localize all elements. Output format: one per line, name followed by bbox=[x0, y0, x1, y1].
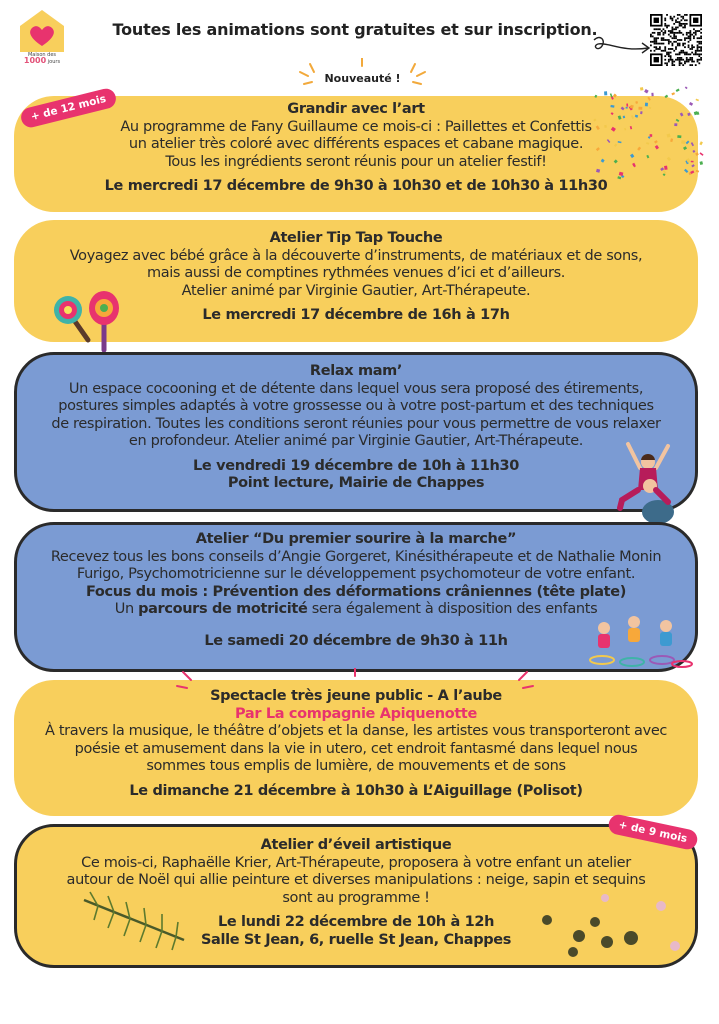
event-text: sont au programme ! bbox=[282, 889, 430, 906]
event-subtitle: Par La compagnie Apiquenotte bbox=[235, 705, 477, 722]
logo-jours: jours bbox=[47, 59, 61, 65]
event-text: autour de Noël qui allie peinture et diverses manipulations : neige, sapin et sequins bbox=[66, 872, 646, 888]
event-date: Le vendredi 19 décembre de 10h à 11h30 bbox=[193, 457, 519, 474]
event-text: Voyagez avec bébé grâce à la découverte d’instruments, de matériaux et de sons, bbox=[69, 247, 643, 264]
event-text: Atelier animé par Virginie Gautier, Art-Thérapeute. bbox=[181, 282, 531, 299]
nouveaute-tag bbox=[290, 58, 435, 92]
yoga-woman-icon bbox=[610, 438, 690, 524]
nouveaute-label: Nouveauté ! bbox=[324, 72, 401, 85]
event-focus: Focus du mois : Prévention des déformations crâniennes (tête plate) bbox=[85, 583, 627, 600]
spectacle-burst-icon bbox=[175, 668, 535, 702]
event-text: Au programme de Fany Guillaume ce mois-ci : Paillettes et Confettis bbox=[120, 118, 592, 135]
curly-arrow-icon bbox=[592, 30, 654, 64]
event-text: de respiration. Toutes les conditions seront réunies pour vous permettre de vous relaxer bbox=[51, 415, 661, 432]
event-text: postures simples adaptés à votre grossesse ou à votre post-partum et des techniques bbox=[58, 398, 654, 414]
event-title: Grandir avec l’art bbox=[287, 101, 425, 117]
event-title: Atelier “Du premier sourire à la marche” bbox=[195, 531, 517, 547]
logo bbox=[18, 8, 66, 74]
event-date: Le mercredi 17 décembre de 9h30 à 10h30 et de 10h30 à 11h30 bbox=[104, 178, 608, 194]
maracas-icon bbox=[52, 288, 132, 354]
event-text: À travers la musique, le théâtre d’objets et la danse, les artistes vous transporteront avec bbox=[44, 723, 668, 739]
page-title: Toutes les animations sont gratuites et sur inscription. bbox=[112, 20, 598, 39]
event-text: Recevez tous les bons conseils d’Angie Gorgeret, Kinésithérapeute et de Nathalie Monin bbox=[50, 548, 662, 565]
event-location: Salle St Jean, 6, ruelle St Jean, Chappes bbox=[200, 931, 512, 948]
house-heart-logo-icon bbox=[18, 8, 66, 54]
event-text: Tous les ingrédients seront réunis pour un atelier festif! bbox=[165, 153, 547, 170]
qr-code-icon[interactable] bbox=[650, 14, 702, 66]
event-date: Le mercredi 17 décembre de 16h à 17h bbox=[202, 307, 510, 323]
event-date: Le lundi 22 décembre de 10h à 12h bbox=[217, 914, 495, 930]
event-text: Ce mois-ci, Raphaëlle Krier, Art-Thérapeute, proposera à votre enfant un atelier bbox=[81, 854, 631, 871]
event-title: Atelier d’éveil artistique bbox=[260, 837, 452, 853]
parcours-pre: Un bbox=[114, 601, 139, 617]
parcours-bold: parcours de motricité bbox=[138, 601, 308, 617]
event-text: poésie et amusement dans la vie in utero, cet endroit fantasmé dans lequel nous bbox=[74, 740, 638, 757]
event-text: sommes tous emplis de lumière, de mouvements et de sons bbox=[146, 758, 566, 774]
event-title: Spectacle très jeune public - A l’aube bbox=[210, 688, 502, 704]
event-date: Le samedi 20 décembre de 9h30 à 11h bbox=[204, 632, 508, 649]
event-text: mais aussi de comptines rythmées venues d’ici et d’ailleurs. bbox=[146, 265, 566, 281]
sequins-icon bbox=[535, 890, 695, 960]
event-title: Relax mam’ bbox=[309, 363, 403, 379]
event-text: Un espace cocooning et de détente dans lequel vous sera proposé des étirements, bbox=[68, 380, 644, 397]
event-card-relax-mam bbox=[14, 352, 698, 512]
event-location: Point lecture, Mairie de Chappes bbox=[227, 475, 485, 491]
logo-number: 1000 bbox=[23, 56, 47, 65]
event-text: Furigo, Psychomotricienne sur le développement psychomoteur de votre enfant. bbox=[76, 566, 636, 582]
logo-brand: Maison des bbox=[27, 52, 57, 58]
event-date: Le dimanche 21 décembre à 10h30 à L’Aiguillage (Polisot) bbox=[129, 782, 583, 799]
kids-playing-icon bbox=[582, 612, 694, 668]
event-text: en profondeur. Atelier animé par Virginie Gautier, Art-Thérapeute. bbox=[128, 433, 584, 449]
pine-branch-icon bbox=[78, 890, 190, 952]
logo-text bbox=[18, 52, 66, 65]
age-badge: + de 9 mois bbox=[607, 813, 699, 851]
event-text: un atelier très coloré avec différents espaces et cabane magique. bbox=[128, 136, 584, 152]
parcours-post: sera également à disposition des enfants bbox=[307, 601, 598, 617]
confetti-icon bbox=[585, 86, 705, 181]
age-badge: + de 12 mois bbox=[19, 87, 118, 130]
event-title: Atelier Tip Tap Touche bbox=[269, 230, 443, 246]
